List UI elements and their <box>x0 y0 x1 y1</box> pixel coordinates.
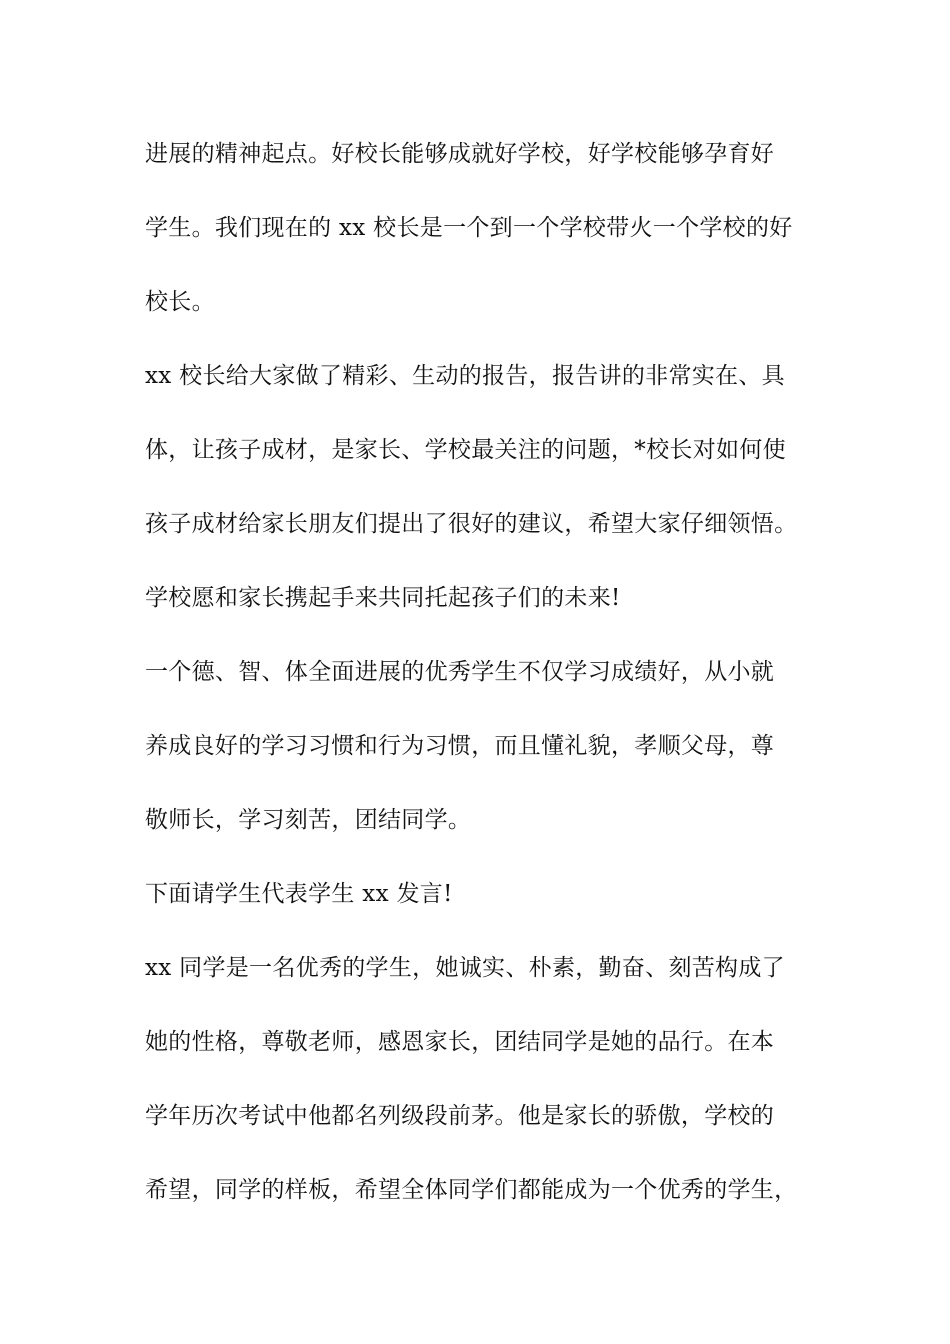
text-line: 体，让孩子成材，是家长、学校最关注的问题，*校长对如何使 <box>145 437 786 463</box>
text-line: 她的性格，尊敬老师，感恩家长，团结同学是她的品行。在本 <box>145 1029 775 1055</box>
text-line: 养成良好的学习习惯和行为习惯，而且懂礼貌，孝顺父母，尊 <box>145 733 775 759</box>
text-line: 学年历次考试中他都名列级段前茅。他是家长的骄傲，学校的 <box>145 1103 775 1129</box>
text-line: 下面请学生代表学生 xx 发言! <box>145 881 453 907</box>
text-line: xx 校长给大家做了精彩、生动的报告，报告讲的非常实在、具 <box>145 363 785 389</box>
text-line: 校长。 <box>145 289 215 315</box>
text-line: 孩子成材给家长朋友们提出了很好的建议，希望大家仔细领悟。 <box>145 511 798 537</box>
text-line: 敬师长，学习刻苦，团结同学。 <box>145 807 472 833</box>
text-line: 学校愿和家长携起手来共同托起孩子们的未来! <box>145 585 621 611</box>
text-line: xx 同学是一名优秀的学生，她诚实、朴素，勤奋、刻苦构成了 <box>145 955 785 981</box>
text-line: 一个德、智、体全面进展的优秀学生不仅学习成绩好，从小就 <box>145 659 775 685</box>
text-line: 学生。我们现在的 xx 校长是一个到一个学校带火一个学校的好 <box>145 215 793 241</box>
text-line: 希望，同学的样板，希望全体同学们都能成为一个优秀的学生， <box>145 1177 798 1203</box>
text-line: 进展的精神起点。好校长能够成就好学校，好学校能够孕育好 <box>145 141 775 167</box>
